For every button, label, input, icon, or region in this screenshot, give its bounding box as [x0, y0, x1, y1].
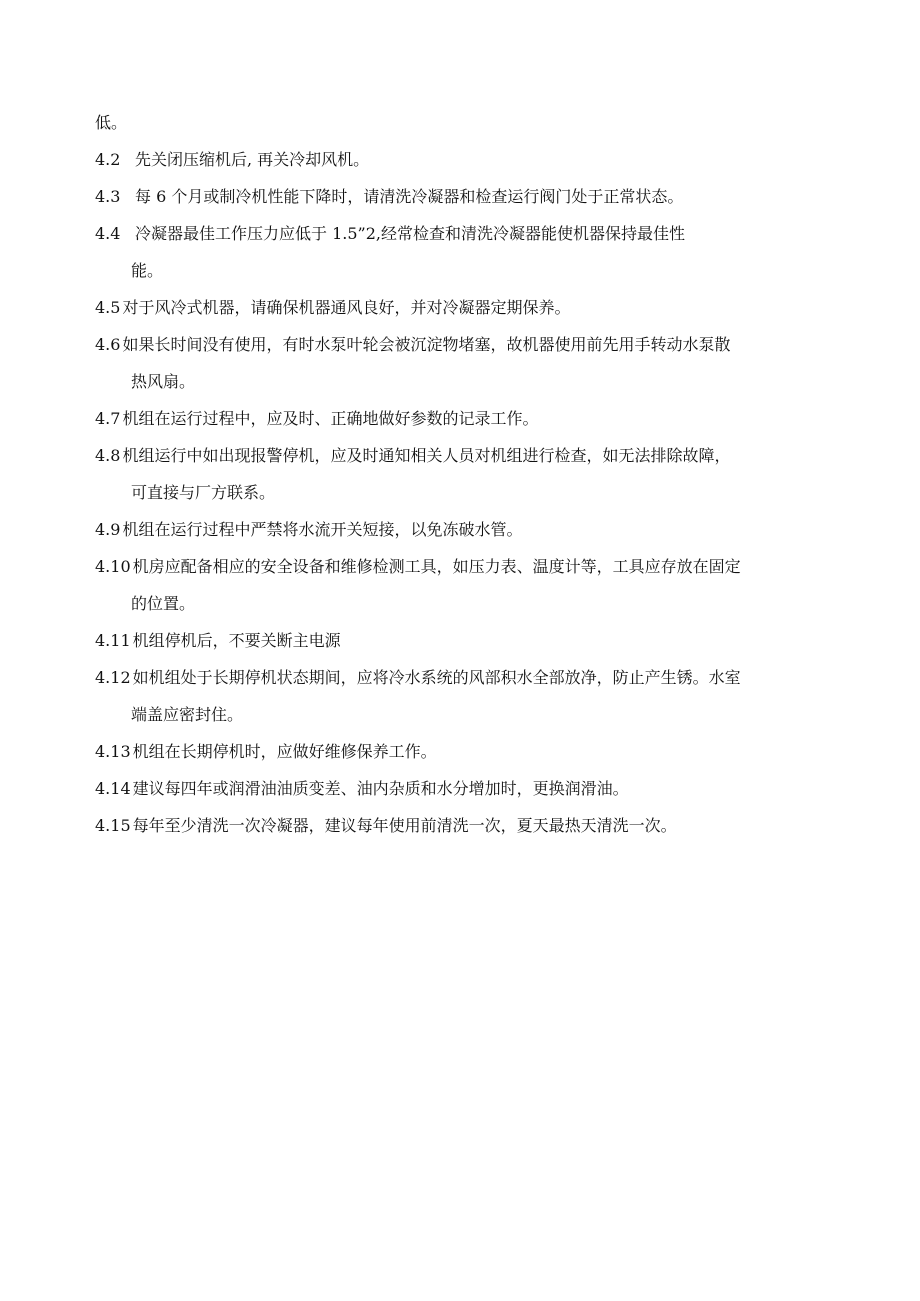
- item-text: 如果长时间没有使用，有时水泵叶轮会被沉淀物堵塞，故机器使用前先用手转动水泵散: [122, 335, 731, 354]
- item-text: 机组停机后，不要关断主电源: [132, 631, 341, 650]
- item-number: 4.2: [95, 150, 121, 169]
- item-text: 机组在运行过程中，应及时、正确地做好参数的记录工作。: [122, 409, 539, 428]
- list-item-4-4: [95, 215, 855, 289]
- item-number: 4.10: [95, 557, 131, 576]
- item-text: 每年至少清洗一次冷凝器，建议每年使用前清洗一次，夏天最热天清洗一次。: [132, 816, 677, 835]
- item-text: 建议每四年或润滑油油质变差、油内杂质和水分增加时，更换润滑油。: [132, 779, 629, 798]
- item-text-continuation: 端盖应密封住。: [131, 705, 244, 724]
- item-text-continuation: 可直接与厂方联系。: [131, 483, 276, 502]
- item-number: 4.5: [95, 298, 121, 317]
- item-number: 4.12: [95, 668, 131, 687]
- list-item-4-5: [95, 289, 855, 326]
- item-number: 4.8: [95, 446, 121, 465]
- list-item-4-9: [95, 511, 855, 548]
- item-number: 4.14: [95, 779, 131, 798]
- list-item-4-6: [95, 326, 855, 400]
- item-text: 对于风冷式机器，请确保机器通风良好，并对冷凝器定期保养。: [122, 298, 571, 317]
- list-item-4-13: [95, 733, 855, 770]
- item-number: 4.6: [95, 335, 121, 354]
- item-number: 4.11: [95, 631, 131, 650]
- item-text: 机组运行中如出现报警停机，应及时通知相关人员对机组进行检查，如无法排除故障，: [122, 446, 731, 465]
- item-text: 机房应配备相应的安全设备和维修检测工具，如压力表、温度计等，工具应存放在固定: [132, 557, 741, 576]
- list-item-4-14: [95, 770, 855, 807]
- list-item-4-12: [95, 659, 855, 733]
- continuation-text: 低。: [95, 113, 128, 132]
- list-item-4-3: [95, 178, 855, 215]
- item-text: 冷凝器最佳工作压力应低于 1.5”2,经常检查和清洗冷凝器能使机器保持最佳性: [135, 224, 685, 243]
- list-item-4-7: [95, 400, 855, 437]
- list-item-4-2: [95, 141, 855, 178]
- item-text: 机组在长期停机时，应做好维修保养工作。: [132, 742, 437, 761]
- item-number: 4.4: [95, 224, 121, 243]
- item-text-continuation: 热风扇。: [131, 372, 196, 391]
- item-number: 4.3: [95, 187, 121, 206]
- list-item-4-8: [95, 437, 855, 511]
- item-text-continuation: 能。: [131, 261, 164, 280]
- item-number: 4.7: [95, 409, 121, 428]
- item-number: 4.9: [95, 520, 121, 539]
- list-item-4-15: [95, 807, 855, 844]
- item-text: 每 6 个月或制冷机性能下降时，请清洗冷凝器和检查运行阀门处于正常状态。: [135, 187, 684, 206]
- item-text-continuation: 的位置。: [131, 594, 196, 613]
- item-text: 机组在运行过程中严禁将水流开关短接，以免冻破水管。: [122, 520, 523, 539]
- item-number: 4.15: [95, 816, 131, 835]
- item-text: 如机组处于长期停机状态期间，应将冷水系统的风部积水全部放净，防止产生锈。水室: [132, 668, 741, 687]
- list-item-4-10: [95, 548, 855, 622]
- item-text: 先关闭压缩机后, 再关冷却风机。: [135, 150, 370, 169]
- maintenance-list: [95, 104, 855, 844]
- list-item-4-11: [95, 622, 855, 659]
- item-number: 4.13: [95, 742, 131, 761]
